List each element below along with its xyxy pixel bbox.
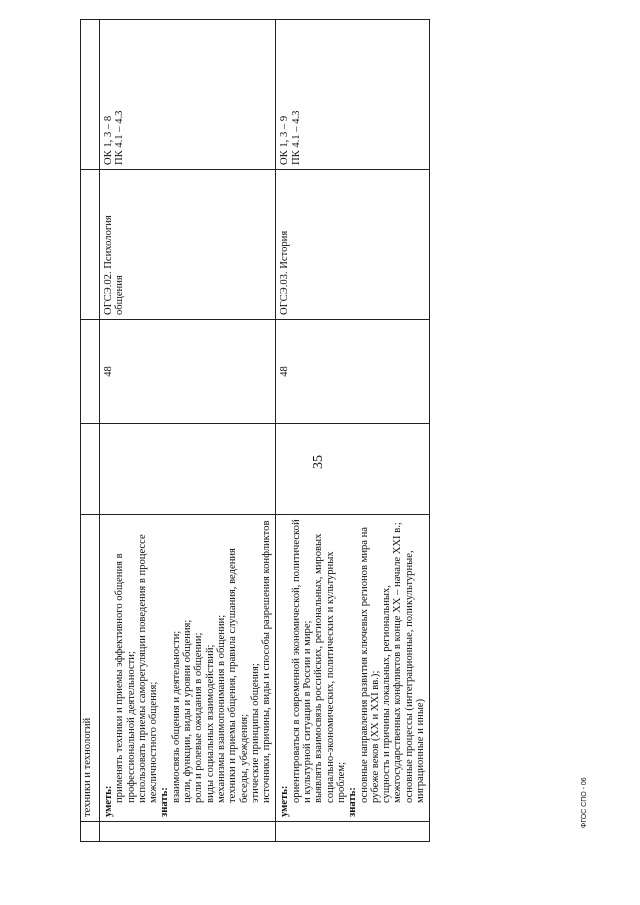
list-item: цели, функции, виды и уровни общения; [182, 619, 194, 803]
competency-pk: ПК 4.1 – 4.3 [114, 110, 126, 165]
table-row [81, 20, 100, 842]
umet-heading: уметь: [103, 785, 114, 817]
table-cell [100, 424, 276, 515]
table-cell [81, 320, 100, 424]
competency-pk: ПК 4.1 – 4.3 [290, 110, 302, 165]
page-number: 35 [311, 455, 326, 469]
list-item: выявлять взаимосвязь российских, региональных, мировых социально-экономических, политических и культурных проблем; [313, 533, 347, 803]
discipline-cell: ОГСЭ.02. Психология общения [100, 170, 276, 320]
umet-heading: уметь: [279, 785, 291, 817]
znat-heading: знать: [347, 787, 359, 817]
competencies-cell [276, 20, 430, 170]
list-item: взаимосвязь общения и деятельности; [170, 630, 182, 803]
table-cell [276, 424, 430, 515]
znat-heading: знать: [159, 787, 171, 817]
list-item: техники и приемы общения, правила слушания, ведения беседы, убеждения; [227, 548, 250, 803]
table-cell [100, 822, 276, 842]
hours-cell: 48 [276, 320, 430, 424]
curriculum-table [80, 19, 430, 842]
list-item: источники, причины, виды и способы разрешения конфликтов [261, 520, 273, 803]
list-item: использовать приемы саморегуляции поведения в процессе межличностного общения; [136, 534, 160, 803]
table-cell [81, 822, 100, 842]
list-item: основные направления развития ключевых регионов мира на рубеже веков (XX и XXI вв.); [358, 526, 381, 803]
table-cell [81, 20, 100, 170]
list-item: сущность и причины локальных, региональных, межгосударственных конфликтов в конце XX – начале XXI в.; [381, 522, 404, 803]
rotated-page-content [80, 20, 427, 842]
skills-cell [100, 515, 276, 822]
table-cell [81, 515, 100, 822]
list-item: механизмы взаимопонимания в общении; [215, 614, 227, 803]
table-cell [81, 170, 100, 320]
continued-text: техники и технологий [82, 717, 93, 817]
list-item: применять техники и приемы эффективного общения в профессиональной деятельности; [114, 553, 137, 803]
list-item: основные процессы (интеграционные, поликультурные, миграционные и иные) [403, 550, 427, 803]
table-cell [276, 822, 430, 842]
competencies-cell [100, 20, 276, 170]
table-row [100, 20, 276, 842]
competency-ok: ОК 1, 3 – 9 [279, 115, 291, 165]
table-row [276, 20, 430, 842]
list-item: ориентироваться в современной экономической, политической и культурной ситуации в России и мире; [290, 519, 314, 803]
discipline-cell: ОГСЭ.03. История [276, 170, 430, 320]
hours-cell: 48 [100, 320, 276, 424]
list-item: виды социальных взаимодействий; [204, 644, 216, 803]
competency-ok: ОК 1, 3 – 8 [103, 115, 114, 165]
table-cell [81, 424, 100, 515]
list-item: роли и ролевые ожидания в общении; [193, 632, 205, 803]
list-item: этические принципы общения; [249, 663, 261, 803]
skills-cell [276, 515, 430, 822]
footer-standard-code: ФГОС СПО - 06 [581, 777, 588, 828]
